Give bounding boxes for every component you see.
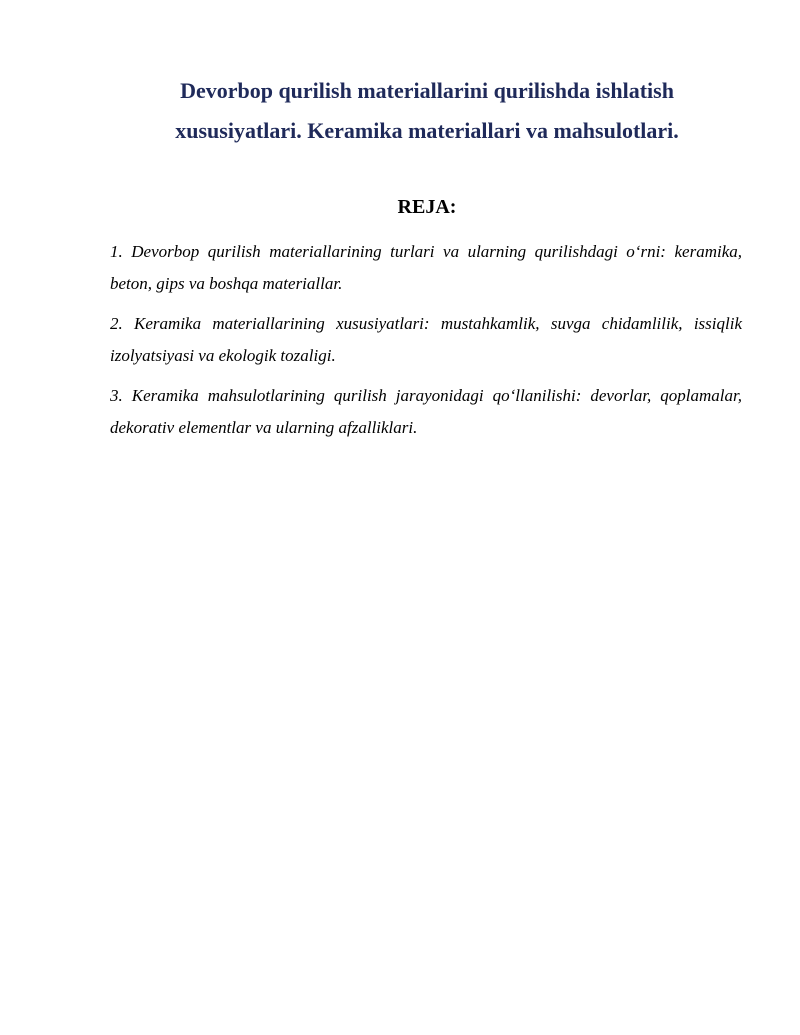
plan-item-1: 1. Devorbop qurilish materiallarining turlari va ularning qurilishdagi o‘rni: keramika, beton, gips va boshqa materiallar. [110, 242, 742, 293]
plan-heading: REJA: [397, 196, 457, 218]
plan-list [110, 236, 742, 452]
document-title-line-2: xususiyatlari. Keramika materiallari va mahsulotlari. [175, 118, 679, 143]
document-title-line-1: Devorbop qurilish materiallarini qurilishda ishlatish [180, 78, 674, 103]
plan-item-2: 2. Keramika materiallarining xususiyatlari: mustahkamlik, suvga chidamlilik, issiqlik izolyatsiyasi va ekologik tozaligi. [110, 314, 742, 365]
document-title [110, 71, 744, 151]
plan-item-3: 3. Keramika mahsulotlarining qurilish jarayonidagi qo‘llanilishi: devorlar, qoplamalar, dekorativ elementlar va ularning afzalliklari. [110, 386, 742, 437]
